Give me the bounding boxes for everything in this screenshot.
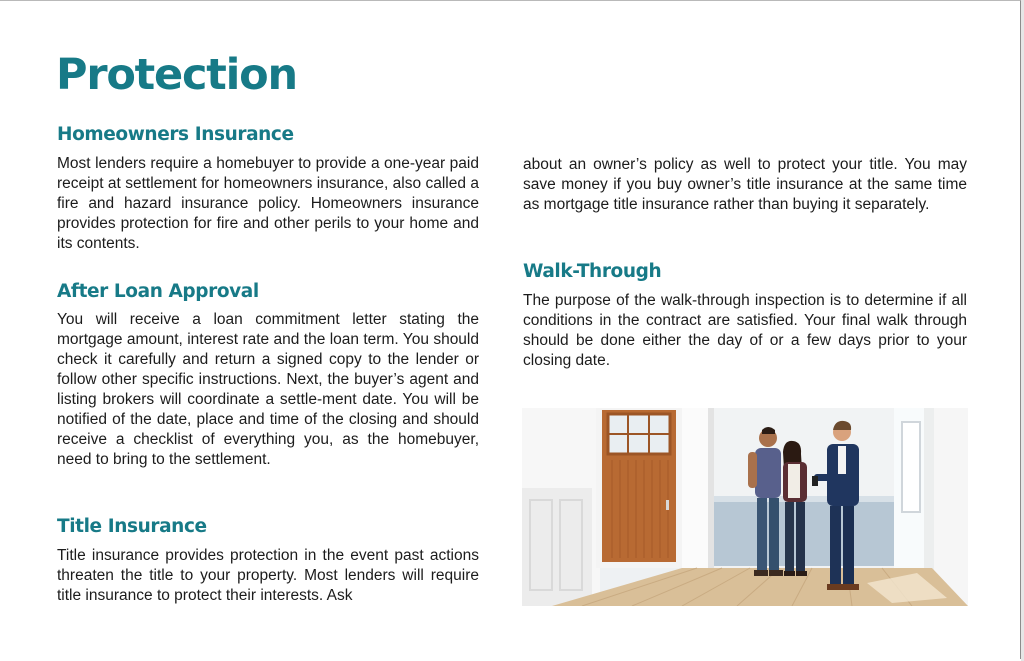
title-insurance-body-part1: Title insurance provides protection in the event past actions threaten the title to your property. Most lenders will require title insurance to protect their interests. Ask [57, 547, 479, 604]
homeowners-insurance-body: Most lenders require a homebuyer to provide a one-year paid receipt at settlement for homeowners insurance, also called a fire and hazard insurance policy. Homeowners insurance provides protection for fire and other perils to your home and its contents. [57, 155, 479, 252]
after-loan-approval-body: You will receive a loan commitment letter stating the mortgage amount, interest rate and the loan term. You should check it carefully and return a signed copy to the lender or follow other specific instructions. Next, the buyer’s agent and listing brokers will coordinate a settle-ment date. You will be notified of the date, place and time of the closing and should receive a checklist of everything you, as the homebuyer, need to bring to the settlement. [57, 311, 479, 468]
home-tour-photo [522, 408, 968, 606]
homeowners-insurance-heading: Homeowners Insurance [57, 124, 294, 145]
title-insurance-body-part2: about an owner’s policy as well to protect your title. You may save money if you buy owner’s title insurance at the same time as mortgage title insurance rather than buying it separately. [523, 156, 967, 213]
page-title: Protection [56, 50, 297, 100]
walk-through-body: The purpose of the walk-through inspection is to determine if all conditions in the contract are satisfied. Your final walk through should be done either the day of or a few days prior to your closing date. [523, 292, 967, 369]
after-loan-approval-heading: After Loan Approval [57, 281, 259, 302]
walk-through-heading: Walk-Through [523, 261, 662, 282]
home-tour-illustration [522, 408, 968, 606]
title-insurance-heading: Title Insurance [57, 516, 207, 537]
